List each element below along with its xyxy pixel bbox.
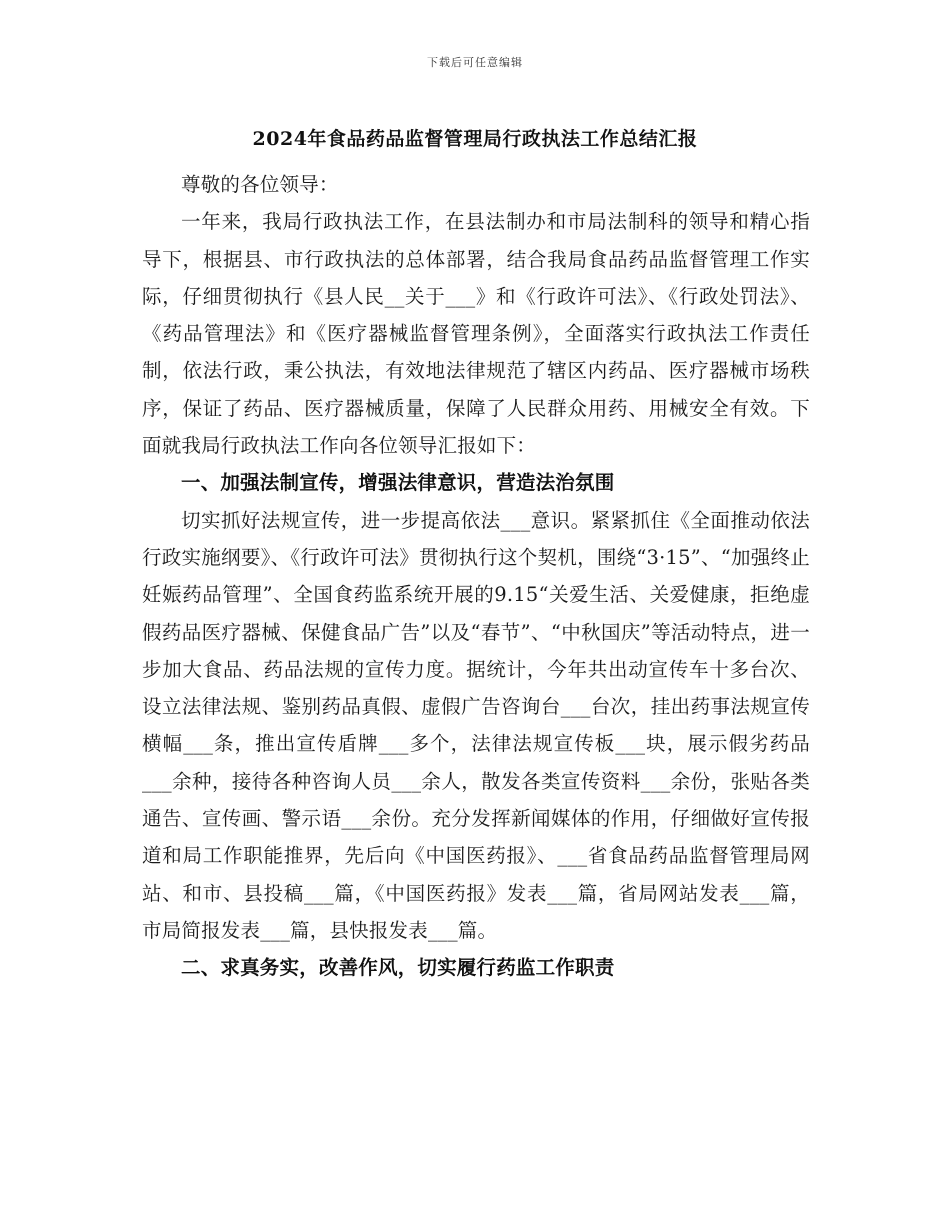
document-body <box>142 166 810 987</box>
intro-paragraph: 一年来，我局行政执法工作，在县法制办和市局法制科的领导和精心指导下，根据县、市行政执法的总体部署，结合我局食品药品监督管理工作实际，仔细贯彻执行《县人民__关于___》和《行政许可法》、《行政处罚法》、《药品管理法》和《医疗器械监督管理条例》，全面落实行政执法工作责任制，依法行政，秉公执法，有效地法律规范了辖区内药品、医疗器械市场秩序，保证了药品、医疗器械质量，保障了人民群众用药、用械安全有效。下面就我局行政执法工作向各位领导汇报如下： <box>142 210 810 458</box>
header-note: 下载后可任意编辑 <box>427 56 523 69</box>
section-heading-1: 一、加强法制宣传，增强法律意识，营造法治氛围 <box>181 471 615 495</box>
section-heading-2: 二、求真务实，改善作风，切实履行药监工作职责 <box>181 956 615 980</box>
page-title: 2024年食品药品监督管理局行政执法工作总结汇报 <box>252 128 698 150</box>
section-1-paragraph: 切实抓好法规宣传，进一步提高依法___意识。紧紧抓住《全面推动依法行政实施纲要》、《行政许可法》贯彻执行这个契机，围绕“3·15”、“加强终止妊娠药品管理”、全国食药监系统开展的9.15“关爱生活、关爱健康，拒绝虚假药品医疗器械、保健食品广告”以及“春节”、“中秋国庆”等活动特点，进一步加大食品、药品法规的宣传力度。据统计，今年共出动宣传车十多台次、设立法律法规、鉴别药品真假、虚假广告咨询台___台次，挂出药事法规宣传横幅___条，推出宣传盾牌___多个，法律法规宣传板___块，展示假劣药品___余种，接待各种咨询人员___余人，散发各类宣传资料___余份，张贴各类通告、宣传画、警示语___余份。充分发挥新闻媒体的作用，仔细做好宣传报道和局工作职能推界，先后向《中国医药报》、___省食品药品监督管理局网站、和市、县投稿___篇，《中国医药报》发表___篇，省局网站发表___篇，市局简报发表___篇，县快报发表___篇。 <box>142 508 810 942</box>
salutation: 尊敬的各位领导： <box>181 173 339 196</box>
